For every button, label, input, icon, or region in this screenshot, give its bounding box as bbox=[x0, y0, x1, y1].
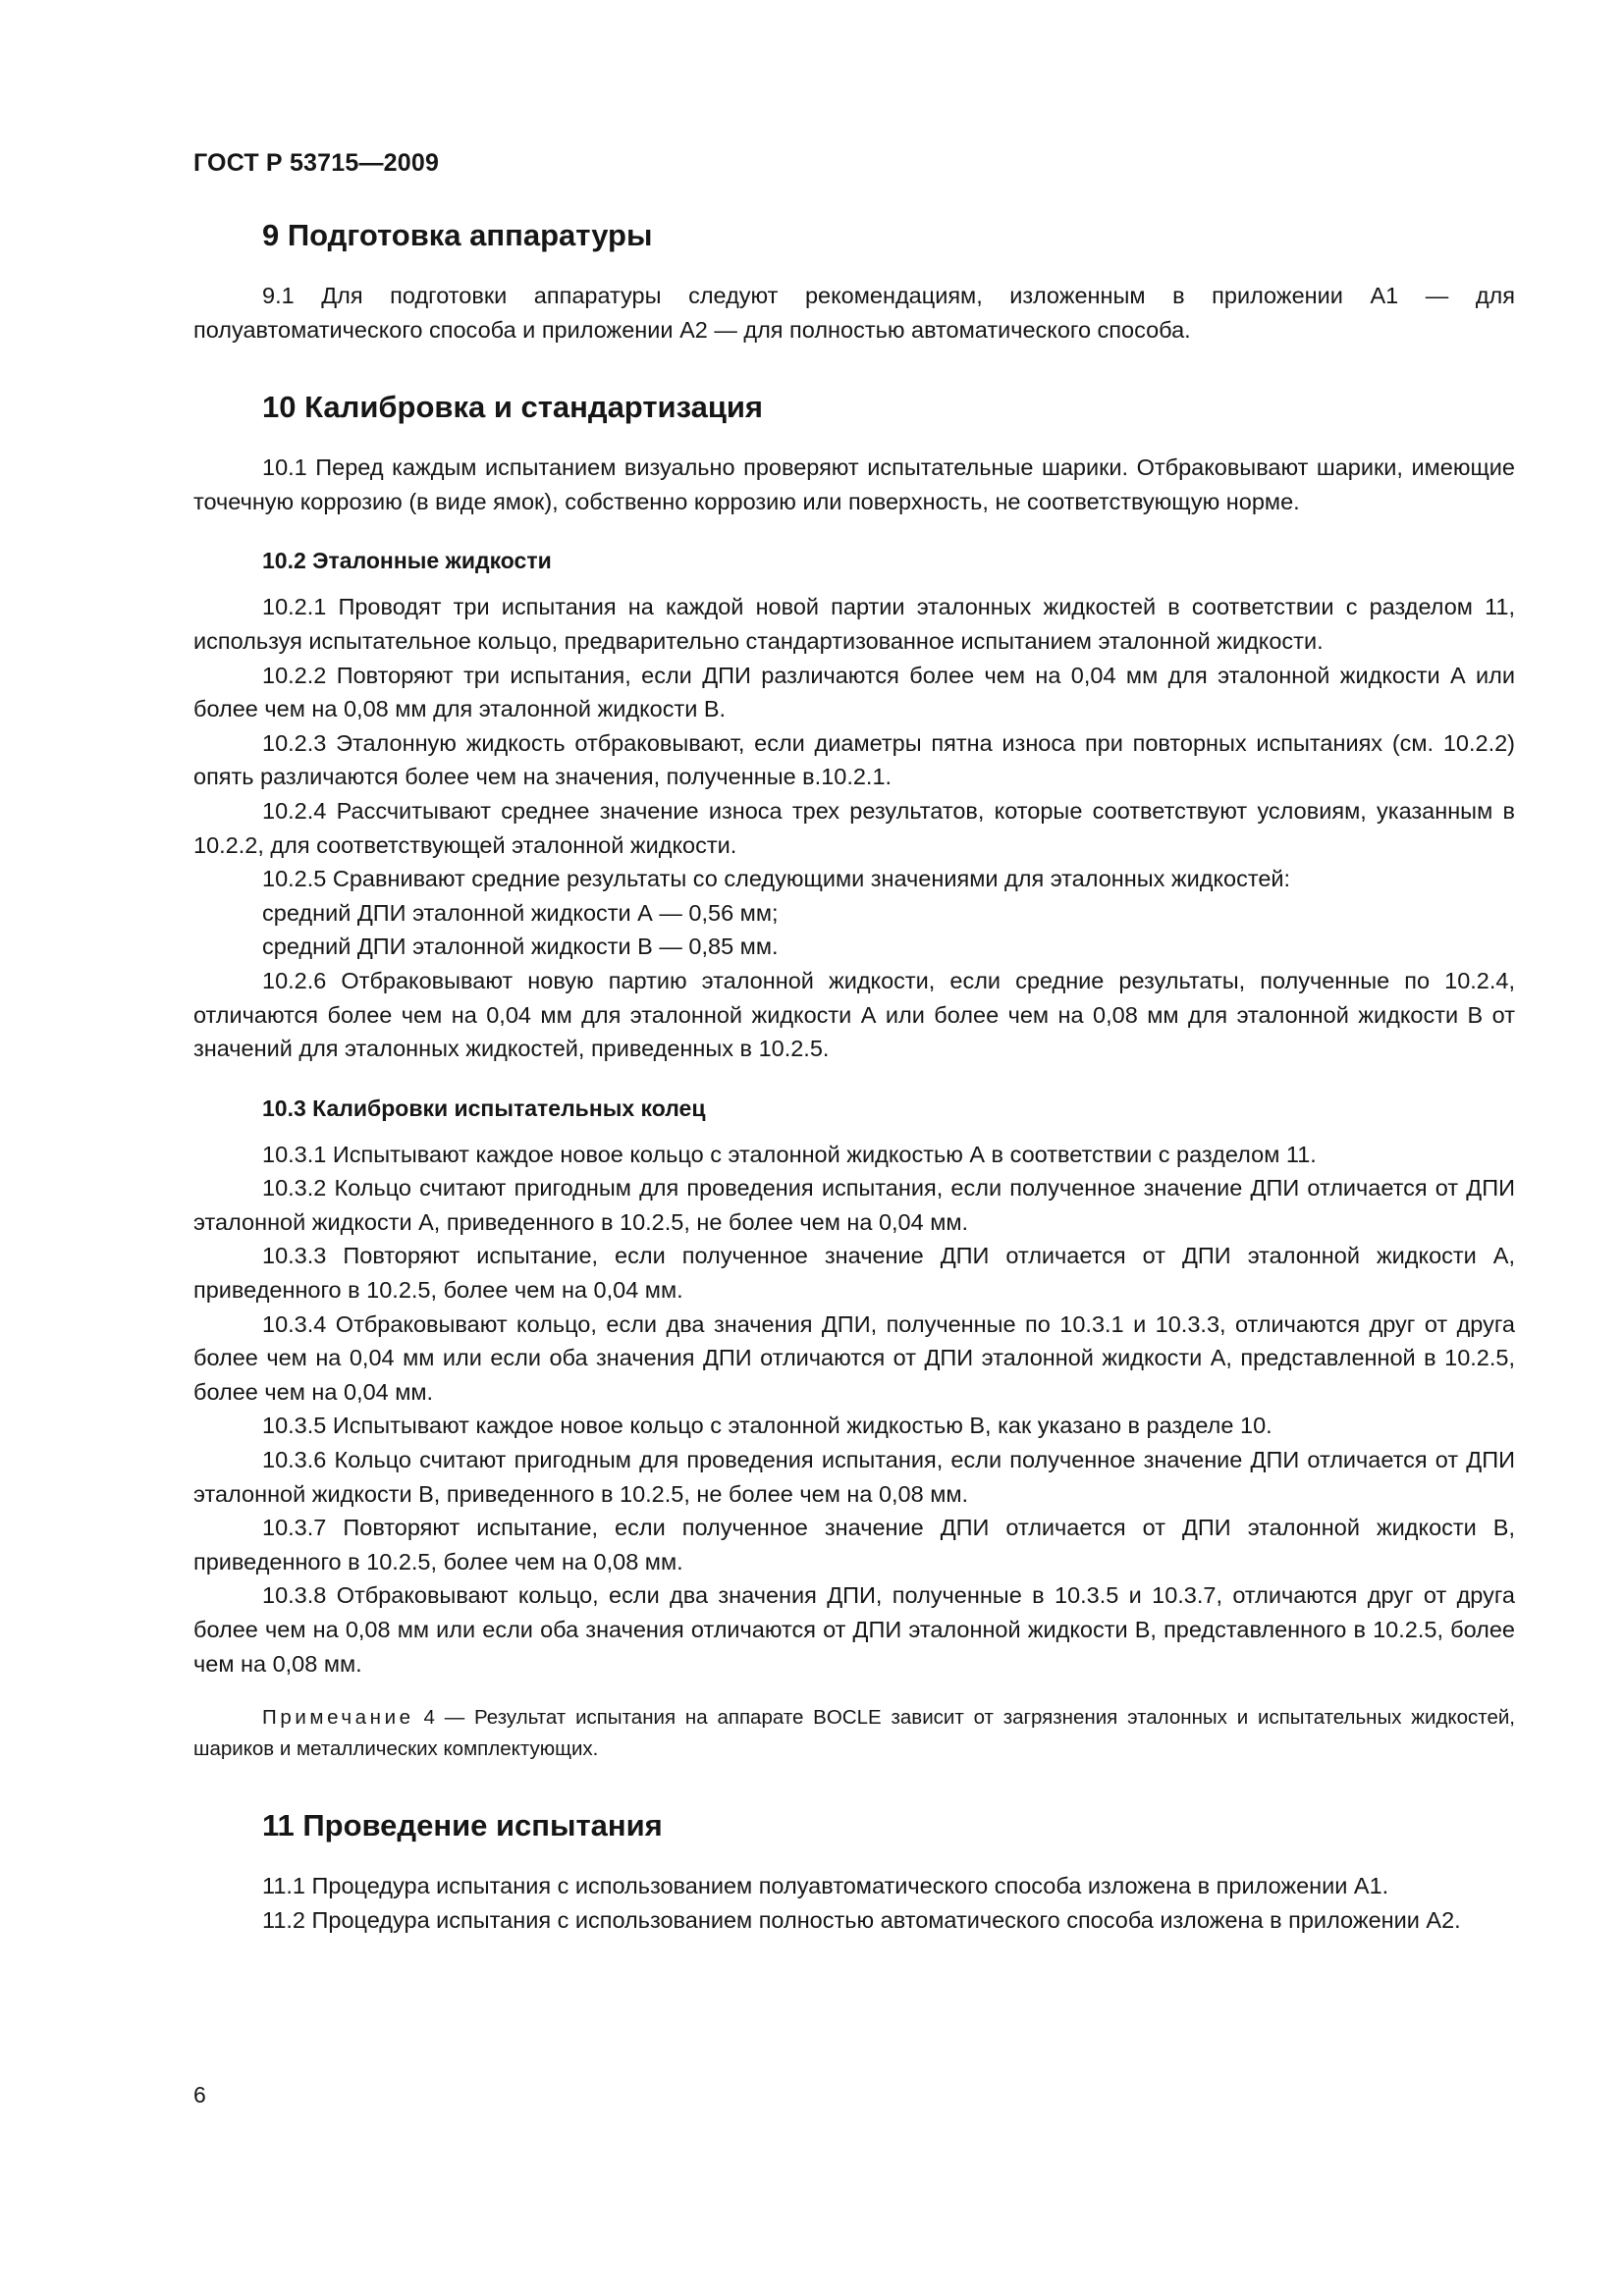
subsection-10-2-heading: 10.2 Эталонные жидкости bbox=[262, 548, 552, 574]
page-number: 6 bbox=[193, 2082, 206, 2108]
paragraph-10-2-1: 10.2.1 Проводят три испытания на каждой новой партии эталонных жидкостей в соответствии с разделом 11, используя испытательное кольцо, предварительно стандартизованное испытанием эталонной жидкости. bbox=[193, 594, 1515, 654]
paragraph-10-2-5: 10.2.5 Сравнивают средние результаты со следующими значениями для эталонных жидкостей: bbox=[262, 866, 1291, 892]
note-text: 4 — Результат испытания на аппарате BOCLE зависит от загрязнения эталонных и испытательных жидкостей, шариков и металлических комплектующих. bbox=[193, 1706, 1515, 1761]
paragraph-11-2: 11.2 Процедура испытания с использованием полностью автоматического способа изложена в приложении А2. bbox=[262, 1906, 1461, 1933]
paragraph-10-1: 10.1 Перед каждым испытанием визуально проверяют испытательные шарики. Отбраковывают шарики, имеющие точечную коррозию (в виде ямок), собственно коррозию или поверхность, не соответствующую норме. bbox=[193, 454, 1515, 514]
note-label: Примечание bbox=[262, 1706, 414, 1730]
paragraph-10-3-4: 10.3.4 Отбраковывают кольцо, если два значения ДПИ, полученные по 10.3.1 и 10.3.3, отличаются друг от друга более чем на 0,04 мм или если оба значения ДПИ отличаются от ДПИ эталонной жидкости А, представленной в 10.2.5, более чем на 0,04 мм. bbox=[193, 1310, 1515, 1405]
subsection-10-3-heading: 10.3 Калибровки испытательных колец bbox=[262, 1095, 706, 1121]
paragraph-10-3-8: 10.3.8 Отбраковывают кольцо, если два значения ДПИ, полученные в 10.3.5 и 10.3.7, отличаются друг от друга более чем на 0,08 мм или если оба значения отличаются от ДПИ эталонной жидкости В, представленного в 10.2.5, более чем на 0,08 мм. bbox=[193, 1582, 1515, 1677]
paragraph-10-3-5: 10.3.5 Испытывают каждое новое кольцо с эталонной жидкостью В, как указано в разделе 10. bbox=[262, 1413, 1272, 1439]
section-9-heading: 9 Подготовка аппаратуры bbox=[262, 218, 653, 252]
paragraph-10-3-1: 10.3.1 Испытывают каждое новое кольцо с эталонной жидкостью А в соответствии с разделом 11. bbox=[262, 1141, 1317, 1167]
paragraph-10-2-5-value-a: средний ДПИ эталонной жидкости А — 0,56 мм; bbox=[262, 899, 779, 926]
paragraph-10-3-7: 10.3.7 Повторяют испытание, если полученное значение ДПИ отличается от ДПИ эталонной жидкости В, приведенного в 10.2.5, более чем на 0,08 мм. bbox=[193, 1515, 1515, 1575]
paragraph-10-3-6: 10.3.6 Кольцо считают пригодным для проведения испытания, если полученное значение ДПИ отличается от ДПИ эталонной жидкости В, приведенного в 10.2.5, не более чем на 0,08 мм. bbox=[193, 1447, 1515, 1507]
note-4 bbox=[193, 1702, 1515, 1765]
paragraph-10-2-5-value-b: средний ДПИ эталонной жидкости В — 0,85 мм. bbox=[262, 934, 779, 960]
document-page bbox=[193, 0, 1515, 2296]
paragraph-10-3-3: 10.3.3 Повторяют испытание, если полученное значение ДПИ отличается от ДПИ эталонной жидкости А, приведенного в 10.2.5, более чем на 0,04 мм. bbox=[193, 1243, 1515, 1304]
document-body bbox=[193, 218, 1515, 1937]
paragraph-10-2-2: 10.2.2 Повторяют три испытания, если ДПИ различаются более чем на 0,04 мм для эталонной жидкости А или более чем на 0,08 мм для эталонной жидкости В. bbox=[193, 662, 1515, 722]
paragraph-9-1: 9.1 Для подготовки аппаратуры следуют рекомендациям, изложенным в приложении А1 — для полуавтоматического способа и приложении А2 — для полностью автоматического способа. bbox=[193, 283, 1515, 343]
paragraph-10-3-2: 10.3.2 Кольцо считают пригодным для проведения испытания, если полученное значение ДПИ отличается от ДПИ эталонной жидкости А, приведенного в 10.2.5, не более чем на 0,04 мм. bbox=[193, 1175, 1515, 1235]
paragraph-10-2-4: 10.2.4 Рассчитывают среднее значение износа трех результатов, которые соответствуют условиям, указанным в 10.2.2, для соответствующей эталонной жидкости. bbox=[193, 797, 1515, 858]
section-10-heading: 10 Калибровка и стандартизация bbox=[262, 390, 764, 425]
standard-code-header: ГОСТ Р 53715—2009 bbox=[193, 149, 440, 177]
paragraph-11-1: 11.1 Процедура испытания с использованием полуавтоматического способа изложена в приложении А1. bbox=[262, 1873, 1389, 1899]
section-11-heading: 11 Проведение испытания bbox=[262, 1808, 663, 1843]
paragraph-10-2-3: 10.2.3 Эталонную жидкость отбраковывают, если диаметры пятна износа при повторных испытаниях (см. 10.2.2) опять различаются более чем на значения, полученные в.10.2.1. bbox=[193, 729, 1515, 790]
paragraph-10-2-6: 10.2.6 Отбраковывают новую партию эталонной жидкости, если средние результаты, полученные по 10.2.4, отличаются более чем на 0,04 мм для эталонной жидкости А или более чем на 0,08 мм для эталонной жидкости В от значений для эталонных жидкостей, приведенных в 10.2.5. bbox=[193, 967, 1515, 1062]
